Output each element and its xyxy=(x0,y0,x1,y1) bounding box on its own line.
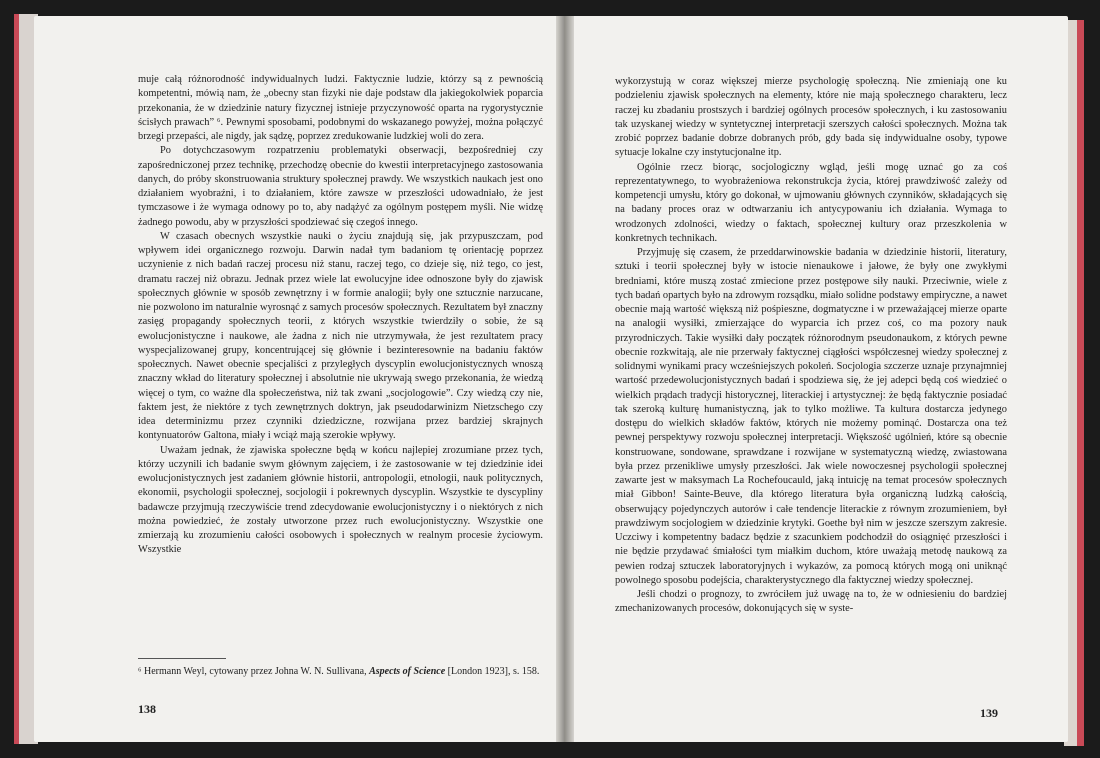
footnote-marker: ⁶ xyxy=(138,666,142,677)
footnote-divider xyxy=(138,658,226,659)
paragraph: Przyjmuję się czasem, że przeddarwinowskie badania w dziedzinie historii, literatury, sztuki i teorii społecznej były w istocie nienaukowe i jałowe, że były one zwykłymi bredniami, które muszą zostać zmiecione przez postępowe siły nauki. Przeciwnie, wiele z tych badań opartych było na zdrowym rozsądku, miało solidne podstawy empiryczne, a nawet obecnie mają wartość większą niż pośpieszne, dogmatyczne i w przeważającej mierze oparte na analogii wysiłki, zmierzające do wyparcia ich przez coś, co ma pozory nauk przyrodniczych. Takie wysiłki dały początek różnorodnym pseudonaukom, z których pewne obecnie rozkwitają, ale nie przerwały faktycznej ciągłości współczesnej wiedzy społecznej z solidnymi wynikami pracy wcześniejszych pokoleń. Socjologia szczerze uznaje przynajmniej wartość przedewolucjonistycznych badań i spodziewa się, że jej adepci będą coś wiedzieć o wielkich prądach tradycji historycznej, literackiej i artystycznej: że będą faktycznie posiadać tak szeroką kulturę humanistyczną, jak to tylko możliwe. Ta kultura dostarcza jedynego dostępu do wielkich składów faktów, których nie możemy pominąć. Dostarcza ona też pewnej perspektywy rozwoju społecznej interpretacji. Większość ugólnień, które są obecnie konstruowane, sondowane, sprawdzane i rozwijane w systematyczną wiedzę, zwiastowana była przez przenikliwe umysły przeszłości. Jak wiele nowoczesnej psychologii społecznej zawarte jest w maksymach La Rochefoucauld, jaką intuicję na temat procesów społecznych miał Gibbon! Sainte-Beuve, dla którego literatura była organiczną ludzką całością, obserwujący pojedynczych autorów i całe tendencje literackie z równym zrozumieniem, był prawdziwym socjologiem w dziedzinie krytyki. Goethe był nim w jeszcze szerszym zakresie. Uczciwy i kompetentny badacz będzie z szacunkiem podchodził do osiągnięć przeszłości i nie będzie przydawać śmiałości tym miałkim duchom, które uważają metodę naukową za pewien rodzaj sztuczek laboratoryjnych i wykazów, za pomocą których mogą oni uniknąć powolnego sposobu podejścia, charakterystycznego dla faktycznej wiedzy społecznej. xyxy=(615,247,1007,586)
footnote-text: [London 1923], s. 158. xyxy=(447,666,540,677)
paragraph: Uważam jednak, że zjawiska społeczne będą w końcu najlepiej zrozumiane przez tych, którzy uczynili ich badanie swym głównym zajęciem, i że zastosowanie w tej dziedzinie idei ewolucjonistycznych jest zadaniem głównie historii, antropologii, etnologii, nauk politycznych, ekonomii, psychologii społecznej, socjologii i pokrewnych dyscyplin. Wszystkie te dyscypliny badawcze przyjmują rzeczywiście trend zdecydowanie ewolucjonistyczny i o niektórych z nich można powiedzieć, że zostały utworzone przez ruch ewolucjonistyczny. Wszystkie one zmierzają ku zrozumieniu całości osobowych i społecznych w realnym procesie życiowym. Wszystkie xyxy=(138,444,543,556)
page-number: 138 xyxy=(138,702,156,716)
paragraph: Ogólnie rzecz biorąc, socjologiczny wgląd, jeśli mogę uznać go za coś reprezentatywnego, to wyobrażeniowa rekonstrukcja życia, której prawdziwość zależy od kompetencji umysłu, który go dokonał, w ujmowaniu głównych czynników, składających się na badany proces oraz w odtwarzaniu ich antycypowaniu ich działania. Wymaga to wrodzonych zdolności, wiedzy o faktach, społecznej kultury oraz przeszkolenia w konkretnych technikach. xyxy=(615,161,1007,244)
left-page xyxy=(34,16,562,742)
paragraph: wykorzystują w coraz większej mierze psychologię społeczną. Nie zmieniają one ku podzieleniu zjawisk społecznych na elementy, które nie mają społecznego charakteru, lecz raczej ku zbadaniu prostszych i bardziej ogólnych procesów społecznych, i ku zastosowaniu tak uzyskanej wiedzy w syntetycznej interpretacji szerszych całości społecznych. Można tak zrobić poprzez badanie dobrze dobranych prób, gdy bada się indywidualne osoby, typowe sytuacje lokalne czy instytucjonalne itp. xyxy=(615,76,1007,159)
footnote-text: Hermann Weyl, cytowany przez Johna W. N. Sullivana, xyxy=(144,666,367,677)
footnote xyxy=(138,665,543,678)
paragraph: muje całą różnorodność indywidualnych ludzi. Faktycznie ludzie, którzy są z pewnością kompetentni, mówią nam, że „obecny stan fizyki nie daje podstaw dla jakiegokolwiek poparcia przekonania, że w dziedzinie natury fizycznej istnieje przyczynowość oparta na rygorystycznie ścisłych prawach” ⁶. Pewnymi sposobami, podobnymi do wskazanego powyżej, można połączyć brzegi przepaści, ale nigdy, jak sądzę, poprzez zredukowanie ludzkiej woli do zera. xyxy=(138,74,543,142)
paragraph: Po dotychczasowym rozpatrzeniu problematyki obserwacji, bezpośredniej czy zapośredniczonej przez technikę, przechodzę obecnie do kwestii interpretacyjnego zastosowania danych, do próby skonstruowania struktury społecznej prawdy. We wszystkich naukach jest ono działaniem wyobraźni, i to działaniem, które zawsze w przeszłości udowadniało, że jest tymczasowe i że wymaga odnowy po to, aby nadążyć za ogólnym postępem myśli. Nie widzę żadnego powodu, aby w przyszłości spodziewać się czegoś innego. xyxy=(138,145,543,228)
book-gutter xyxy=(556,16,574,742)
footnote-title: Aspects of Science xyxy=(369,666,446,677)
paragraph: W czasach obecnych wszystkie nauki o życiu znajdują się, jak przypuszczam, pod wpływem idei organicznego rozwoju. Darwin nadał tym badaniom tę orientację poprzez uczynienie z nich badań raczej procesu niż stanu, raczej tego, co dzieje się, niż tego, co jest, dramatu raczej niż obrazu. Jednak przez wiele lat ewolucyjne idee odnoszone były do zjawisk społecznych głównie w sposób zewnętrzny i w formie analogii; były one sztucznie narzucane, nie pozwolono im naturalnie wyrosnąć z samych procesów społecznych. Rezultatem był znaczny zasięg propagandy społecznych teorii, z których wszystkie twierdziły o sobie, że są ewolucjonistyczne i naukowe, ale żadna z nich nie utrzymywała, że jest rezultatem pracy wyspecjalizowanej grupy, koncentrującej się głównie i bezinteresownie na badaniu faktów społecznych. Nawet obecnie specjaliści z przyległych dyscyplin ewolucjonistycznych wnoszą znaczny wkład do literatury społecznej i absolutnie nie ukrywają swego przekonania, że wiedzą więcej o tym, co ważne dla społeczeństwa, niż tak zwani „socjologowie”. Czy wiedzą czy nie, faktem jest, że niektóre z tych zewnętrznych doktryn, jak pseudodarwinizm Nietzschego czy idea determinizmu przez czynniki dziedziczne, rozwijana przez bardziej skrajnych kontynuatorów Galtona, miały i wciąż mają szerokie wpływy. xyxy=(138,230,543,442)
right-page-body xyxy=(615,75,1007,617)
right-page xyxy=(568,16,1068,742)
paragraph: Jeśli chodzi o prognozy, to zwróciłem już uwagę na to, że w odniesieniu do bardziej zmechanizowanych procesów, dokonujących się w syste- xyxy=(615,589,1007,615)
page-number: 139 xyxy=(980,706,998,720)
left-page-body xyxy=(138,73,543,558)
